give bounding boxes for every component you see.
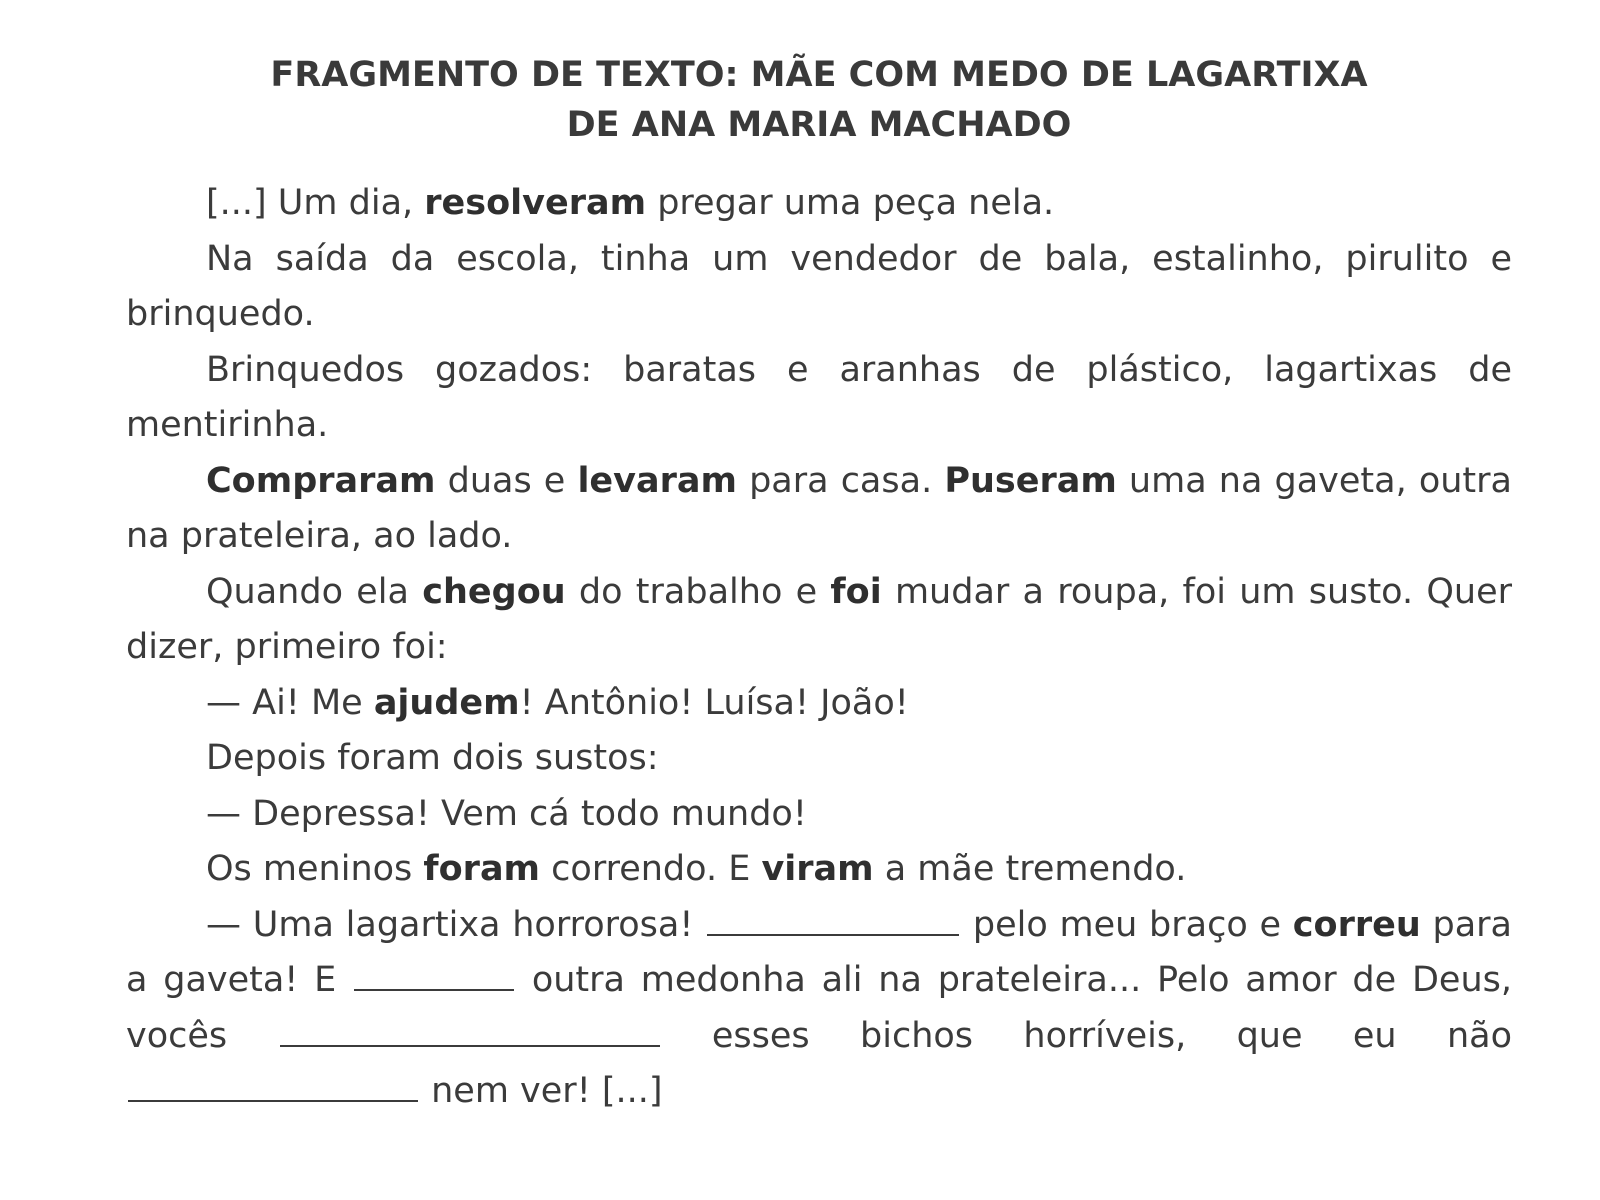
bold-verb: ajudem bbox=[373, 682, 520, 723]
text-run: Depois foram dois sustos: bbox=[206, 738, 659, 778]
text-run: Quando ela bbox=[206, 571, 423, 612]
paragraph-5 bbox=[126, 565, 1512, 676]
text-run: duas e bbox=[435, 460, 578, 501]
text-run: ! Antônio! Luísa! João! bbox=[519, 682, 909, 723]
text-run: Os meninos bbox=[206, 849, 424, 889]
text-run: mudar a roupa, foi um susto. Quer dizer, primeiro foi: bbox=[126, 571, 1513, 667]
text-run: Na saída da escola, tinha um vendedor de bala, estalinho, pirulito e brinquedo. bbox=[126, 238, 1512, 334]
text-run: do trabalho e bbox=[565, 571, 831, 612]
paragraph-8 bbox=[126, 787, 1512, 843]
paragraph-2 bbox=[126, 232, 1512, 343]
fill-in-blank-3[interactable] bbox=[280, 1015, 660, 1047]
paragraph-3 bbox=[126, 343, 1512, 454]
paragraph-7 bbox=[126, 731, 1512, 787]
bold-verb: foi bbox=[830, 571, 882, 612]
paragraph-9 bbox=[126, 842, 1512, 898]
text-run: — Ai! Me bbox=[206, 682, 374, 723]
fill-in-blank-1[interactable] bbox=[707, 904, 959, 936]
text-run: Brinquedos gozados: baratas e aranhas de plástico, lagartixas de mentirinha. bbox=[126, 349, 1512, 445]
bold-verb: resolveram bbox=[424, 183, 647, 223]
title-line-1: FRAGMENTO DE TEXTO: MÃE COM MEDO DE LAGARTIXA bbox=[270, 55, 1368, 95]
paragraph-6 bbox=[126, 676, 1512, 732]
bold-verb: viram bbox=[761, 849, 874, 889]
text-run: — Depressa! Vem cá todo mundo! bbox=[206, 793, 807, 834]
text-run: — Uma lagartixa horrorosa! bbox=[206, 904, 706, 945]
document-title bbox=[126, 50, 1512, 150]
text-run: outra medonha ali na prateleira... Pelo amor de Deus, vocês bbox=[126, 960, 1512, 1056]
bold-verb: foram bbox=[423, 849, 541, 889]
paragraph-4 bbox=[126, 454, 1512, 565]
text-run: para a gaveta! E bbox=[126, 904, 1512, 1000]
title-line-2: DE ANA MARIA MACHADO bbox=[566, 105, 1072, 145]
text-run: a mãe tremendo. bbox=[873, 849, 1187, 889]
fill-in-blank-2[interactable] bbox=[354, 959, 514, 991]
bold-verb: chegou bbox=[422, 571, 566, 612]
bold-verb: levaram bbox=[577, 460, 737, 501]
text-fragment bbox=[126, 176, 1512, 1120]
bold-verb: Puseram bbox=[944, 460, 1117, 501]
text-run: esses bichos horríveis, que eu não bbox=[661, 1015, 1513, 1056]
text-run: pregar uma peça nela. bbox=[646, 183, 1055, 223]
bold-verb: correu bbox=[1292, 904, 1421, 945]
text-run: [...] Um dia, bbox=[206, 183, 425, 223]
text-run: nem ver! [...] bbox=[420, 1071, 663, 1111]
text-run: uma na gaveta, outra na prateleira, ao lado. bbox=[126, 460, 1512, 556]
document-page bbox=[126, 50, 1512, 1120]
text-run: pelo meu braço e bbox=[961, 904, 1293, 945]
text-run: para casa. bbox=[736, 460, 945, 501]
fill-in-blank-4[interactable] bbox=[128, 1070, 418, 1102]
text-run: correndo. E bbox=[540, 849, 762, 889]
bold-verb: Compraram bbox=[206, 460, 436, 501]
paragraph-10 bbox=[126, 898, 1512, 1120]
paragraph-1 bbox=[126, 176, 1512, 232]
